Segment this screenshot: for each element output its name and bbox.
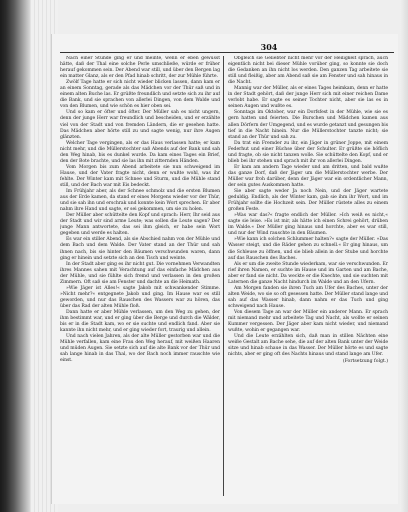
paragraph: Es war ein stiller Abend, als sie Abschied nahm von der Mühle und dem Bach und dem Walde. Der Vater stand an der Thür und sah ihnen nach, bis sie hinter den Bäumen verschwunden waren, dann ging er hinein und setzte sich an den Tisch und weinte. bbox=[60, 237, 220, 261]
column-divider bbox=[223, 56, 224, 496]
paragraph: Nach einer Stunde ging er und meinte, wenn er eben gewusst hätte, daß der Thal eine solche Perle umschließe, würde er früher herauf gekommen sein. Der Abend war still, und über den Bergen lag ein matter Glanz, als er den Pfad hinab schritt, der zur Mühle führte. bbox=[60, 56, 220, 80]
page-edge-shade bbox=[400, 0, 408, 512]
header-rule bbox=[60, 52, 394, 53]
paragraph: »Was war das?« fragte endlich der Müller. »Ich weiß es nicht,« sagte sie leise. »Es ist mir, als hätte ich einen Schrei gehört, drüben im Walde.« Der Müller ging hinaus und horchte, aber es war still, und nur der Wind rauschte in den Bäumen. bbox=[228, 213, 388, 237]
paragraph: Im Frühjahr aber, als der Schnee schmolz und die ersten Blumen aus der Erde kamen, da stand er eines Morgens wieder vor der Thür, und sie sah ihn und erschrak und konnte kein Wort sprechen. Er aber nahm ihre Hand und sagte, er sei gekommen, um sie zu holen. bbox=[60, 189, 220, 213]
left-text-column bbox=[60, 56, 220, 498]
paragraph: In der Stadt aber ging es ihr nicht gut. Die vornehmen Verwandten ihres Mannes sahen mit Verachtung auf das einfache Mädchen aus der Mühle, und sie fühlte sich fremd und verlassen in den großen Zimmern. Oft saß sie am Fenster und dachte an die Heimath. bbox=[60, 261, 220, 285]
paragraph: Zwölf Tage hatte er sich nicht wieder blicken lassen, dann kam er an einem Sonntag, gerade als das Mädchen vor der Thür saß und in einem alten Buche las. Er grüßte freundlich und setzte sich zu ihr auf die Bank, und sie sprachen von allerlei Dingen, von dem Walde und von den Blumen, und wie schön es hier oben sei. bbox=[60, 80, 220, 110]
document-page bbox=[52, 34, 398, 504]
paragraph: Von diesem Tage an war der Müller ein anderer Mann. Er sprach mit niemand mehr und arbeitete Tag und Nacht, als wollte er seinen Kummer vergessen. Der Jäger aber kam nicht wieder, und niemand wußte, wohin er gegangen war. bbox=[228, 309, 388, 334]
paragraph: Dann hatte er aber Mühle verlassen, um den Weg zu gehen, der ihm bestimmt war, und er ging über die Berge und durch die Wälder, bis er in die Stadt kam, wo er sie suchte und endlich fand. Aber sie kannte ihn nicht mehr, und er ging wieder fort, traurig und allein. bbox=[60, 309, 220, 334]
paragraph: Sie aber sagte weder Ja noch Nein, und der Jäger wartete geduldig. Endlich, als der Winter kam, gab sie ihm ihr Wort, und im Frühjahr sollte die Hochzeit sein. Der Müller rüstete alles zu einem großen Feste. bbox=[228, 189, 388, 213]
paragraph: Und nach vielen Jahren, als der alte Müller gestorben war und die Mühle verfallen, kam eine Frau den Weg herauf, mit weißen Haaren und müden Augen. Sie setzte sich auf die alte Bank vor der Thür und sah lange hinab in das Thal, wo der Bach noch immer rauschte wie einst. bbox=[60, 334, 220, 364]
paragraph: Vom Morgen bis zum Abend arbeitete sie nun schweigend im Hause, und der Vater fragte nicht, denn er wußte wohl, was ihr fehlte. Der Winter kam mit Schnee und Sturm, und die Mühle stand still, und der Bach war mit Eis bedeckt. bbox=[60, 164, 220, 188]
paragraph: Und die Leute erzählten sich, daß man in stillen Nächten eine weiße Gestalt am Bache sehe, die auf der alten Bank unter der Weide sitze und hinab schaue in das Wasser. Der Müller hörte es und sagte nichts, aber er ging oft des Nachts hinaus und stand lange am Ufer. bbox=[228, 334, 388, 358]
paragraph: Obgleich sie Geliebter nicht mehr vor der Heiligkeit sprach, auch eigentlich nicht bei dieser Mühle vorüber ging, so konnte sie doch die Gedanken an ihn nicht los werden. Den ganzen Tag arbeitete sie still und fleißig, aber am Abend saß sie am Fenster und sah hinaus in die Nacht. bbox=[228, 56, 388, 86]
right-text-column bbox=[228, 56, 388, 498]
book-binding-edge bbox=[0, 0, 30, 512]
continuation-note: (Fortsetzung folgt.) bbox=[342, 359, 388, 365]
paragraph: Als er um die zweite Stunde wiederkam, war sie verschwunden. Er rief ihren Namen, er suchte im Hause und im Garten und am Bache, aber er fand sie nicht. Da weckte er die Knechte, und sie suchten mit Laternen die ganze Nacht hindurch im Walde und an den Ufern. bbox=[228, 261, 388, 285]
paragraph: »Wie kann ich solchen Schlummer halten?« sagte der Müller. »Das Wasser steigt, und die Räder gehen zu schnell.« Er ging hinaus, um die Schleuse zu öffnen, und sie blieb allein in der Stube und horchte auf das Rauschen des Baches. bbox=[228, 237, 388, 261]
paragraph: Und so kam er öfter und öfter. Der Müller sah es nicht ungern, denn der junge Herr war freundlich und bescheiden, und er erzählte viel von der Stadt und von fremden Ländern, die er gesehen hatte. Das Mädchen aber hörte still zu und sagte wenig, nur ihre Augen glänzten. bbox=[60, 110, 220, 140]
paragraph: Er kam am andern Tage wieder und am dritten, und bald wußte das ganze Dorf, daß der Jäger um die Müllerstochter werbe. Der Müller war froh darüber, denn der Jäger war ein ordentlicher Mann, der sein gutes Auskommen hatte. bbox=[228, 164, 388, 188]
paragraph: Am Morgen fanden sie ihren Tuch am Ufer des Baches, unter der alten Weide, wo sie so oft gesessen hatte. Der Müller stand lange und sah auf das Wasser hinab, dann nahm er das Tuch und ging schweigend nach Hause. bbox=[228, 285, 388, 309]
paragraph: Mannig war der Müller, als er eines Tages heimkam, denn er hatte in der Stadt gehört, daß der junge Herr sich mit einer reichen Dame verlobt habe. Er sagte es seiner Tochter nicht, aber sie las es in seinen Augen und wußte es. bbox=[228, 86, 388, 110]
paragraph: Sonntags im Oktober, war ein Dorfsfest in der Mühle, wie sie es gern hatten und feierten. Die Burschen und Mädchen kamen aus allen Dörfern der Umgegend, und es wurde getanzt und gesungen bis tief in die Nacht hinein. Nur die Müllerstochter tanzte nicht; sie stand an der Thür und sah zu. bbox=[228, 110, 388, 140]
paragraph: Der Müller aber schüttelte den Kopf und sprach: Herr, Ihr seid aus der Stadt und wir sind arme Leute; was sollen die Leute sagen? Der junge Mann antwortete, das sei ihm gleich, er habe sein Wort gegeben und werde es halten. bbox=[60, 213, 220, 237]
paragraph: Da trat ein Fremder zu ihr, ein Jäger in grüner Joppe, mit einem Federhut und einer Büchse über der Schulter. Er grüßte sie höflich und fragte, ob sie nicht tanzen wolle. Sie schüttelte den Kopf, und er blieb bei ihr stehen und sprach mit ihr von allerlei Dingen. bbox=[228, 140, 388, 164]
paragraph: Welcher Tage vergingen, als er das Haus verlassen hatte; er kam nicht mehr, und die Müllerstochter saß Abends auf der Bank und sah den Weg hinab, bis es dunkel wurde. Da kam eines Tages ein Brief, den der Bote brachte, und sie las ihn mit zitternden Händen. bbox=[60, 140, 220, 164]
page-number: 304 bbox=[260, 42, 278, 52]
paragraph: »Wie Jäger ist Alles!« sagte Jakob mit schwankender Stimme. »Nicht mehr?« entgegnete Jakob und ging. Im Hause war es still geworden, und nur das Rauschen des Wassers war zu hören, das über das Rad der alten Mühle floß. bbox=[60, 285, 220, 309]
